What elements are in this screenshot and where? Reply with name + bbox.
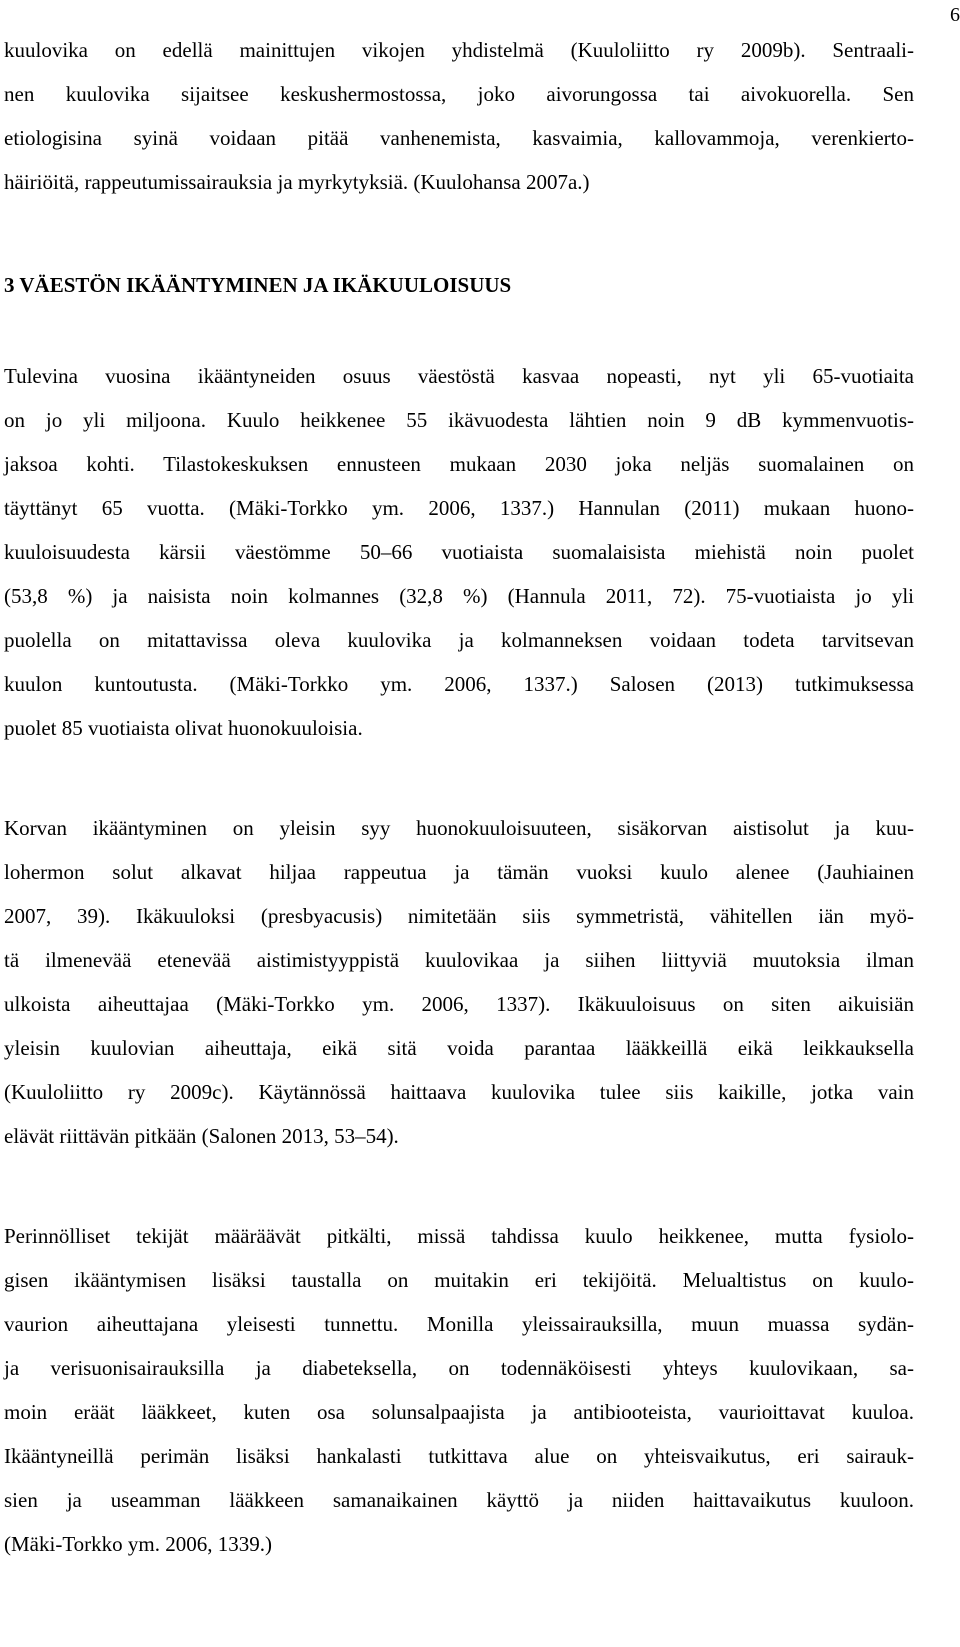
- paragraph-line: puolet 85 vuotiaista olivat huonokuuloisia.: [4, 716, 363, 740]
- paragraph-line: lohermon solut alkavat hiljaa rappeutua ja tämän vuoksi kuulo alenee (Jauhiainen: [4, 860, 914, 884]
- paragraph-line: elävät riittävän pitkään (Salonen 2013, 53–54).: [4, 1124, 399, 1148]
- paragraph-line: vaurion aiheuttajana yleisesti tunnettu. Monilla yleissairauksilla, muun muassa sydän-: [4, 1312, 914, 1336]
- paragraph-line: ja verisuonisairauksilla ja diabeteksella, on todennäköisesti yhteys kuulovikaan, sa-: [4, 1356, 914, 1380]
- paragraph-line: etiologisina syinä voidaan pitää vanhenemista, kasvaimia, kallovammoja, verenkierto-: [4, 126, 914, 150]
- paragraph-line: yleisin kuulovian aiheuttaja, eikä sitä voida parantaa lääkkeillä eikä leikkauksella: [4, 1036, 914, 1060]
- paragraph-line: on jo yli miljoona. Kuulo heikkenee 55 ikävuodesta lähtien noin 9 dB kymmenvuotis-: [4, 408, 914, 432]
- paragraph-line: Tulevina vuosina ikääntyneiden osuus väestöstä kasvaa nopeasti, nyt yli 65-vuotiaita: [4, 364, 914, 388]
- paragraph-line: moin eräät lääkkeet, kuten osa solunsalpaajista ja antibiooteista, vaurioittavat kuuloa.: [4, 1400, 914, 1424]
- paragraph-line: (Kuuloliitto ry 2009c). Käytännössä haittaava kuulovika tulee siis kaikille, jotka vain: [4, 1080, 914, 1104]
- paragraph-line: täyttänyt 65 vuotta. (Mäki-Torkko ym. 2006, 1337.) Hannulan (2011) mukaan huono-: [4, 496, 914, 520]
- paragraph-line: kuuloisuudesta kärsii väestömme 50–66 vuotiaista suomalaisista miehistä noin puolet: [4, 540, 914, 564]
- page-number: 6: [950, 4, 960, 26]
- paragraph-line: gisen ikääntymisen lisäksi taustalla on muitakin eri tekijöitä. Melualtistus on kuulo-: [4, 1268, 914, 1292]
- paragraph-line: 2007, 39). Ikäkuuloksi (presbyacusis) nimitetään siis symmetristä, vähitellen iän myö-: [4, 904, 914, 928]
- paragraph-line: ulkoista aiheuttajaa (Mäki-Torkko ym. 2006, 1337). Ikäkuuloisuus on siten aikuisiän: [4, 992, 914, 1016]
- paragraph-line: kuulovika on edellä mainittujen vikojen yhdistelmä (Kuuloliitto ry 2009b). Sentraali-: [4, 38, 914, 62]
- paragraph-line: Korvan ikääntyminen on yleisin syy huonokuuloisuuteen, sisäkorvan aistisolut ja kuu-: [4, 816, 914, 840]
- paragraph-line: häiriöitä, rappeutumissairauksia ja myrkytyksiä. (Kuulohansa 2007a.): [4, 170, 590, 194]
- paragraph-1: [4, 354, 914, 750]
- paragraph-line: sien ja useamman lääkkeen samanaikainen käyttö ja niiden haittavaikutus kuuloon.: [4, 1488, 914, 1512]
- paragraph-line: jaksoa kohti. Tilastokeskuksen ennusteen mukaan 2030 joka neljäs suomalainen on: [4, 452, 914, 476]
- paragraph-line: Perinnölliset tekijät määräävät pitkälti, missä tahdissa kuulo heikkenee, mutta fysiolo-: [4, 1224, 914, 1248]
- paragraph-line: (Mäki-Torkko ym. 2006, 1339.): [4, 1532, 272, 1556]
- paragraph-3: [4, 1214, 914, 1566]
- paragraph-line: Ikääntyneillä perimän lisäksi hankalasti tutkittava alue on yhteisvaikutus, eri sairauk-: [4, 1444, 914, 1468]
- paragraph-line: tä ilmenevää etenevää aistimistyyppistä kuulovikaa ja siihen liittyviä muutoksia ilman: [4, 948, 914, 972]
- paragraph-line: nen kuulovika sijaitsee keskushermostossa, joko aivorungossa tai aivokuorella. Sen: [4, 82, 914, 106]
- paragraph-line: (53,8 %) ja naisista noin kolmannes (32,8 %) (Hannula 2011, 72). 75-vuotiaista jo yli: [4, 584, 914, 608]
- section-heading: 3 VÄESTÖN IKÄÄNTYMINEN JA IKÄKUULOISUUS: [4, 273, 512, 297]
- paragraph-intro: [4, 28, 914, 204]
- paragraph-2: [4, 806, 914, 1158]
- paragraph-line: puolella on mitattavissa oleva kuulovika ja kolmanneksen voidaan todeta tarvitsevan: [4, 628, 914, 652]
- paragraph-line: kuulon kuntoutusta. (Mäki-Torkko ym. 2006, 1337.) Salosen (2013) tutkimuksessa: [4, 672, 914, 696]
